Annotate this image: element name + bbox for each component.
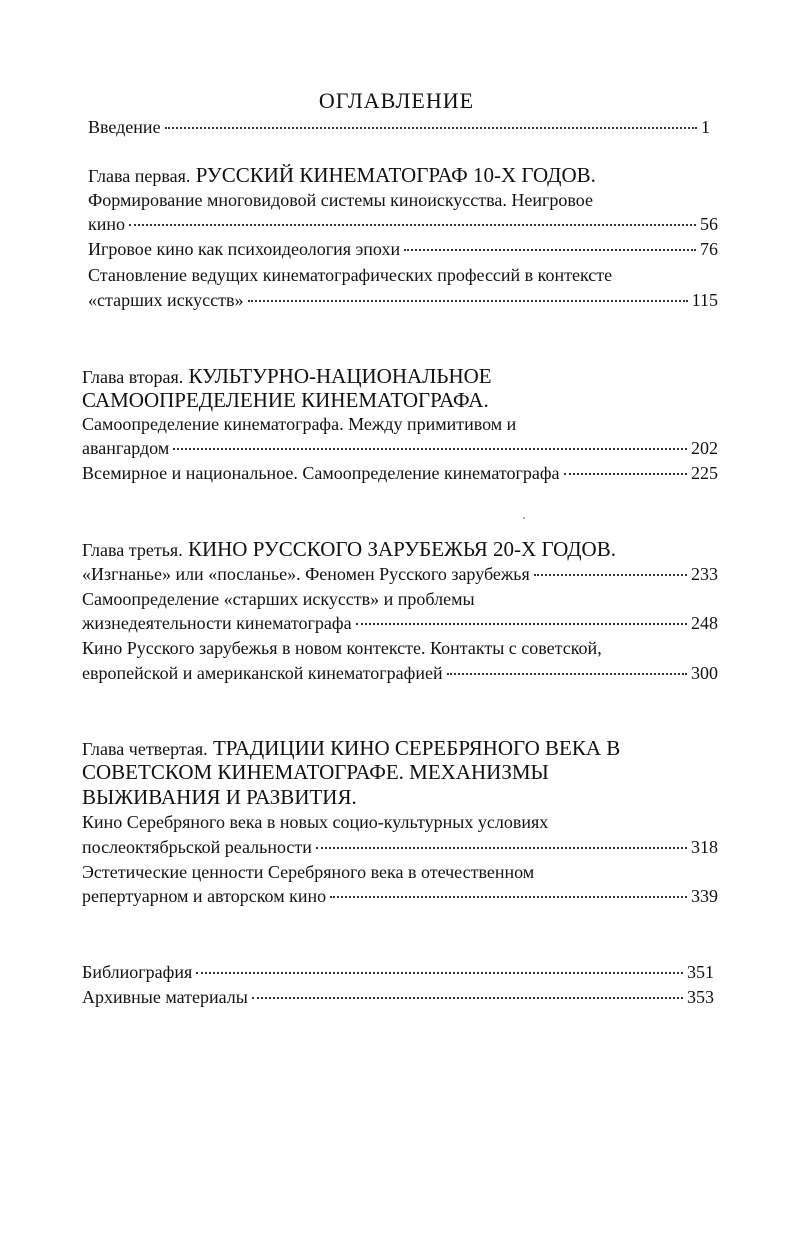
toc-entry-ch2-2[interactable] xyxy=(82,461,718,485)
entry-label: Всемирное и национальное. Самоопределение кинематографа xyxy=(82,463,560,483)
chapter-4-heading xyxy=(82,736,620,761)
page-number: 225 xyxy=(691,463,718,483)
chapter-lead: Глава третья. xyxy=(82,540,183,560)
dot-leader xyxy=(248,300,688,302)
toc-entry-text: Становление ведущих кинематографических профессий в контексте xyxy=(88,265,613,285)
page-number: 318 xyxy=(691,837,718,857)
page-number: 233 xyxy=(691,564,718,584)
entry-label: Библиография xyxy=(82,962,193,982)
page-number: 300 xyxy=(691,663,718,683)
entry-label: жизнедеятельности кинематографа xyxy=(82,613,352,633)
chapter-title: РУССКИЙ КИНЕМАТОГРАФ 10-Х ГОДОВ. xyxy=(195,163,596,187)
toc-entry-ch3-2[interactable] xyxy=(82,611,718,635)
page-number: 1 xyxy=(701,117,710,137)
entry-label: «Изгнанье» или «посланье». Феномен Русского зарубежья xyxy=(82,564,530,584)
toc-entry-text: Формирование многовидовой системы киноискусства. Неигровое xyxy=(88,190,593,210)
dot-leader xyxy=(404,249,696,251)
toc-entry-ch3-1[interactable] xyxy=(82,562,718,586)
dot-leader xyxy=(196,972,683,974)
dot-leader xyxy=(316,847,687,849)
page-number: 353 xyxy=(687,987,714,1007)
chapter-title: ТРАДИЦИИ КИНО СЕРЕБРЯНОГО ВЕКА В xyxy=(212,736,621,760)
dot-leader xyxy=(129,224,696,226)
toc-entry-ch1-2[interactable] xyxy=(88,237,718,261)
chapter-1-heading xyxy=(88,163,596,188)
toc-entry-ch4-1[interactable] xyxy=(82,835,718,859)
toc-entry-text: Кино Серебряного века в новых социо-культурных условиях xyxy=(82,812,549,832)
chapter-title: КИНО РУССКОГО ЗАРУБЕЖЬЯ 20-Х ГОДОВ. xyxy=(187,537,616,561)
entry-label: «старших искусств» xyxy=(88,290,244,310)
dot-leader xyxy=(330,896,687,898)
toc-entry-intro[interactable] xyxy=(88,115,710,139)
page-number: 248 xyxy=(691,613,718,633)
page-number: 351 xyxy=(687,962,714,982)
chapter-2-heading-cont: САМООПРЕДЕЛЕНИЕ КИНЕМАТОГРАФА. xyxy=(82,388,489,412)
entry-label: авангардом xyxy=(82,438,170,458)
page-number: 339 xyxy=(691,886,718,906)
chapter-lead: Глава вторая. xyxy=(82,367,184,387)
dot-leader xyxy=(252,997,683,999)
toc-entry-archives[interactable] xyxy=(82,985,714,1009)
toc-entry-text: Эстетические ценности Серебряного века в отечественном xyxy=(82,862,535,882)
chapter-4-heading-cont: ВЫЖИВАНИЯ И РАЗВИТИЯ. xyxy=(82,785,357,809)
page-number: 115 xyxy=(691,290,718,310)
toc-title: ОГЛАВЛЕНИЕ xyxy=(318,88,475,113)
page-speck xyxy=(523,517,525,519)
entry-label: послеоктябрьской реальности xyxy=(82,837,312,857)
chapter-2-heading xyxy=(82,364,492,389)
dot-leader xyxy=(173,448,687,450)
toc-entry-ch1-3[interactable] xyxy=(88,288,718,312)
page-number: 56 xyxy=(700,214,718,234)
dot-leader xyxy=(447,673,687,675)
toc-entry-text: Самоопределение «старших искусств» и проблемы xyxy=(82,589,475,609)
toc-entry-text: Самоопределение кинематографа. Между примитивом и xyxy=(82,414,517,434)
entry-label: Введение xyxy=(88,117,161,137)
page-number: 202 xyxy=(691,438,718,458)
dot-leader xyxy=(564,473,688,475)
dot-leader xyxy=(534,574,687,576)
entry-label: репертуарном и авторском кино xyxy=(82,886,327,906)
chapter-3-heading xyxy=(82,537,616,562)
toc-entry-ch2-1[interactable] xyxy=(82,436,718,460)
page-number: 76 xyxy=(700,239,718,259)
entry-label: европейской и американской кинематографией xyxy=(82,663,443,683)
toc-entry-ch1-1[interactable] xyxy=(88,212,718,236)
chapter-title: КУЛЬТУРНО-НАЦИОНАЛЬНОЕ xyxy=(188,364,492,388)
entry-label: Архивные материалы xyxy=(82,987,248,1007)
chapter-4-heading-cont: СОВЕТСКОМ КИНЕМАТОГРАФЕ. МЕХАНИЗМЫ xyxy=(82,760,549,784)
entry-label: кино xyxy=(88,214,126,234)
dot-leader xyxy=(165,127,697,129)
toc-entry-bibliography[interactable] xyxy=(82,960,714,984)
dot-leader xyxy=(356,623,687,625)
toc-entry-text: Кино Русского зарубежья в новом контексте. Контакты с советской, xyxy=(82,638,602,658)
chapter-lead: Глава четвертая. xyxy=(82,739,208,759)
toc-entry-ch4-2[interactable] xyxy=(82,884,718,908)
chapter-lead: Глава первая. xyxy=(88,166,191,186)
toc-entry-ch3-3[interactable] xyxy=(82,661,718,685)
entry-label: Игровое кино как психоидеология эпохи xyxy=(88,239,401,259)
